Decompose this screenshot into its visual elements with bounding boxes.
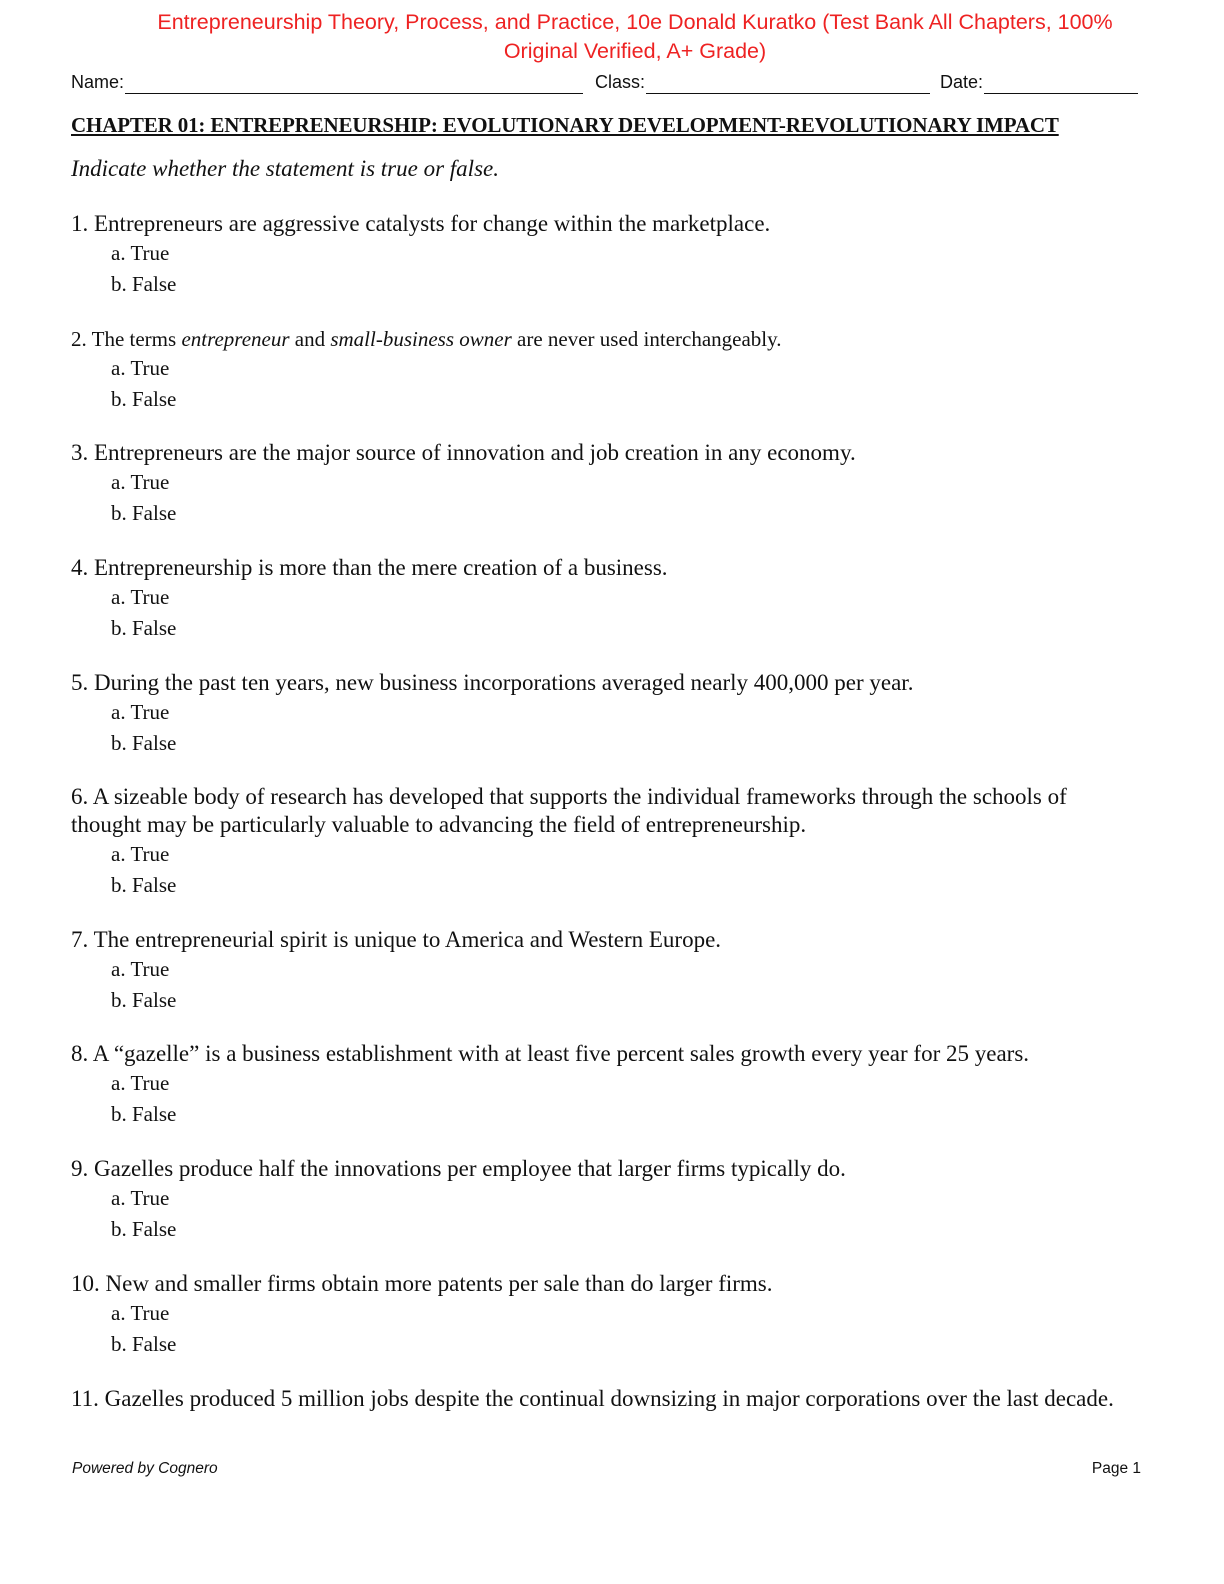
- question-text: 1. Entrepreneurs are aggressive catalysts for change within the marketplace.: [71, 211, 771, 236]
- student-info-fields: [71, 70, 1143, 98]
- option-true[interactable]: a. True: [111, 1071, 170, 1095]
- question-text: 10. New and smaller firms obtain more patents per sale than do larger firms.: [71, 1271, 773, 1296]
- option-false[interactable]: b. False: [111, 501, 177, 525]
- question-text-mid: and: [289, 327, 331, 351]
- question-text: 3. Entrepreneurs are the major source of innovation and job creation in any economy.: [71, 440, 856, 465]
- question-text-pre: 2. The terms: [71, 327, 182, 351]
- question-text-post: are never used interchangeably.: [511, 327, 782, 351]
- name-blank-line[interactable]: [125, 71, 583, 94]
- class-label: Class:: [595, 72, 646, 92]
- question-2: [71, 325, 1131, 415]
- option-true[interactable]: a. True: [111, 957, 170, 981]
- option-true[interactable]: a. True: [111, 470, 170, 494]
- date-field[interactable]: [940, 70, 1138, 94]
- question-text: 6. A sizeable body of research has developed that supports the individual frameworks through the schools of thought may be particularly valuable to advancing the field of entrepreneurship.: [71, 784, 1067, 837]
- option-false[interactable]: b. False: [111, 1217, 177, 1241]
- question-8: [71, 1040, 1131, 1130]
- question-3: [71, 439, 1131, 529]
- question-text: 11. Gazelles produced 5 million jobs despite the continual downsizing in major corporations over the last decade.: [71, 1386, 1114, 1411]
- question-text: 4. Entrepreneurship is more than the mere creation of a business.: [71, 555, 668, 580]
- question-5: [71, 669, 1131, 759]
- question-7: [71, 926, 1131, 1016]
- option-true[interactable]: a. True: [111, 1301, 170, 1325]
- question-text: 5. During the past ten years, new business incorporations averaged nearly 400,000 per year.: [71, 670, 914, 695]
- option-false[interactable]: b. False: [111, 387, 177, 411]
- banner-line-2: Original Verified, A+ Grade): [503, 39, 767, 63]
- option-false[interactable]: b. False: [111, 272, 177, 296]
- header-banner: [90, 8, 1180, 66]
- option-true[interactable]: a. True: [111, 700, 170, 724]
- question-9: [71, 1155, 1131, 1245]
- option-false[interactable]: b. False: [111, 873, 177, 897]
- question-text: 8. A “gazelle” is a business establishment with at least five percent sales growth every year for 25 years.: [71, 1041, 1030, 1066]
- option-false[interactable]: b. False: [111, 1332, 177, 1356]
- option-true[interactable]: a. True: [111, 585, 170, 609]
- question-1: [71, 210, 1131, 300]
- option-true[interactable]: a. True: [111, 1186, 170, 1210]
- question-6: [71, 783, 1131, 901]
- question-4: [71, 554, 1131, 644]
- option-false[interactable]: b. False: [111, 731, 177, 755]
- instruction-text: Indicate whether the statement is true or false.: [71, 156, 499, 181]
- banner-line-1: Entrepreneurship Theory, Process, and Practice, 10e Donald Kuratko (Test Bank All Chapters, 100%: [157, 10, 1113, 34]
- class-field[interactable]: [595, 70, 930, 94]
- option-true[interactable]: a. True: [111, 842, 170, 866]
- term-small-business-owner: small-business owner: [330, 327, 512, 351]
- option-false[interactable]: b. False: [111, 988, 177, 1012]
- question-text: 7. The entrepreneurial spirit is unique to America and Western Europe.: [71, 927, 722, 952]
- option-true[interactable]: a. True: [111, 241, 170, 265]
- option-true[interactable]: a. True: [111, 356, 170, 380]
- page-number: Page 1: [1091, 1460, 1141, 1477]
- question-11: [71, 1385, 1131, 1413]
- date-label: Date:: [940, 72, 984, 92]
- chapter-title: CHAPTER 01: ENTREPRENEURSHIP: EVOLUTIONARY DEVELOPMENT-REVOLUTIONARY IMPACT: [71, 113, 1059, 137]
- date-blank-line[interactable]: [984, 71, 1138, 94]
- option-false[interactable]: b. False: [111, 616, 177, 640]
- question-10: [71, 1270, 1131, 1360]
- name-label: Name:: [71, 72, 125, 92]
- name-field[interactable]: [71, 70, 583, 94]
- question-text: [71, 325, 1131, 353]
- powered-by: Powered by Cognero: [72, 1460, 218, 1477]
- question-text: 9. Gazelles produce half the innovations per employee that larger firms typically do.: [71, 1156, 846, 1181]
- term-entrepreneur: entrepreneur: [181, 327, 290, 351]
- class-blank-line[interactable]: [646, 71, 930, 94]
- option-false[interactable]: b. False: [111, 1102, 177, 1126]
